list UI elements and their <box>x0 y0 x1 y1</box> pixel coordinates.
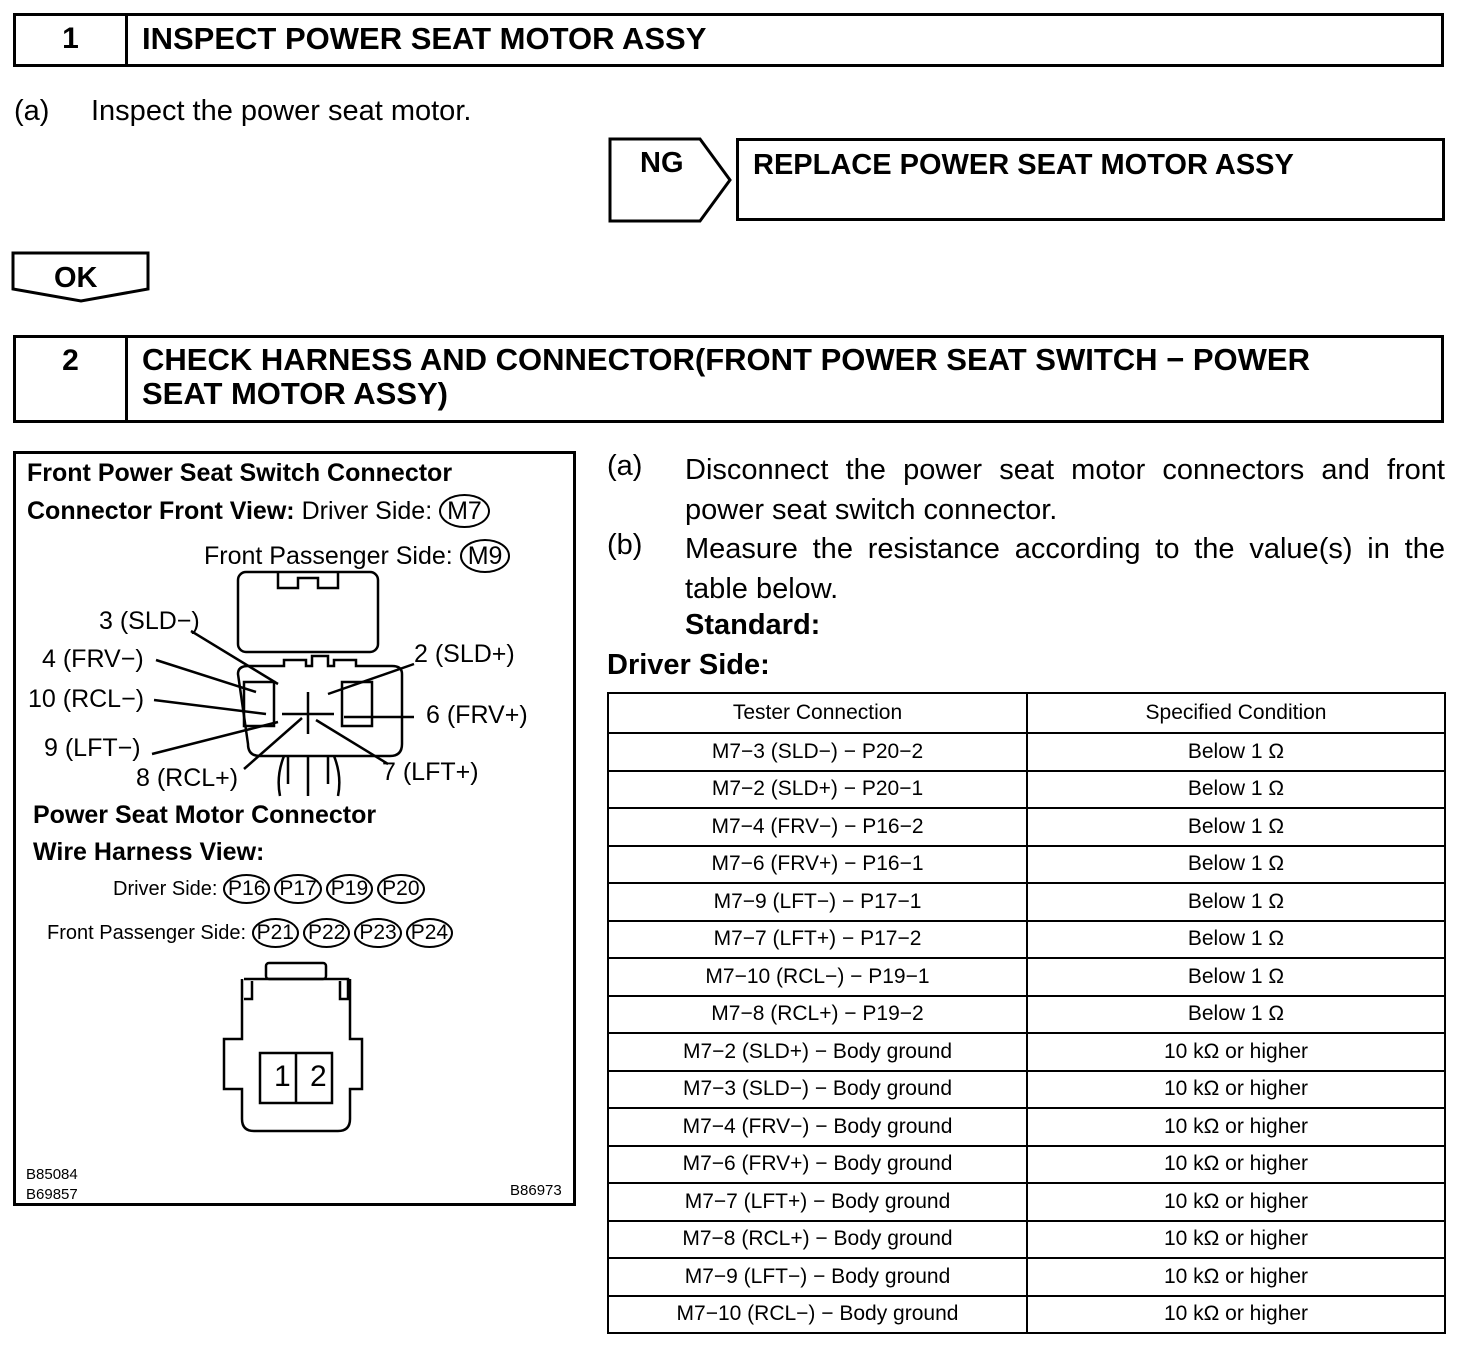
m7-code: M7 <box>439 494 490 528</box>
table-row <box>608 846 1445 884</box>
table-row <box>608 1296 1445 1334</box>
switch-connector-drawing <box>16 564 576 804</box>
ng-result-box <box>736 138 1445 221</box>
p22-code: P22 <box>303 918 350 948</box>
pin-4-label: 4 (FRV−) <box>42 645 144 673</box>
header-specified-condition: Specified Condition <box>1027 693 1445 733</box>
tester-connection-cell: M7−4 (FRV−) − Body ground <box>608 1108 1027 1146</box>
pin-10-label: 10 (RCL−) <box>28 685 145 713</box>
specified-condition-cell: 10 kΩ or higher <box>1027 1108 1445 1146</box>
tester-connection-cell: M7−2 (SLD+) − P20−1 <box>608 771 1027 809</box>
tester-connection-cell: M7−8 (RCL+) − P19−2 <box>608 996 1027 1034</box>
specified-condition-cell: 10 kΩ or higher <box>1027 1296 1445 1334</box>
specified-condition-cell: Below 1 Ω <box>1027 808 1445 846</box>
figure-code-1: B85084 <box>26 1166 78 1183</box>
motor-driver-label: Driver Side: <box>113 878 218 900</box>
table-row <box>608 1221 1445 1259</box>
step-2-b-line2: table below. <box>685 573 839 605</box>
specified-condition-cell: 10 kΩ or higher <box>1027 1146 1445 1184</box>
pin-7-label: 7 (LFT+) <box>382 758 479 786</box>
table-row <box>608 1183 1445 1221</box>
motor-connector-drawing <box>216 959 376 1134</box>
driver-side-heading: Driver Side: <box>607 649 770 681</box>
table-row <box>608 883 1445 921</box>
driver-side-label: Driver Side: <box>301 497 433 525</box>
specified-condition-cell: Below 1 Ω <box>1027 771 1445 809</box>
pin-6-label: 6 (FRV+) <box>426 701 528 729</box>
step-1-sub-a-label: (a) <box>14 95 50 127</box>
step-2-a-label: (a) <box>607 450 643 482</box>
tester-connection-cell: M7−7 (LFT+) − Body ground <box>608 1183 1027 1221</box>
specified-condition-cell: 10 kΩ or higher <box>1027 1183 1445 1221</box>
step-2-a-line2: power seat switch connector. <box>685 494 1058 526</box>
step-2-header <box>13 335 1444 423</box>
pin-2-label: 2 (SLD+) <box>414 640 515 668</box>
p16-code: P16 <box>223 874 270 904</box>
p20-code: P20 <box>377 874 424 904</box>
motor-pin-1: 1 <box>274 1060 291 1093</box>
header-tester-connection: Tester Connection <box>608 693 1027 733</box>
specified-condition-cell: Below 1 Ω <box>1027 996 1445 1034</box>
p24-code: P24 <box>406 918 453 948</box>
ng-label: NG <box>640 147 684 179</box>
standard-label: Standard: <box>685 609 821 641</box>
tester-connection-cell: M7−4 (FRV−) − P16−2 <box>608 808 1027 846</box>
passenger-side-label: Front Passenger Side: <box>204 542 453 570</box>
table-header-row <box>608 693 1445 733</box>
p17-code: P17 <box>274 874 321 904</box>
pin-3-label: 3 (SLD−) <box>99 607 200 635</box>
tester-connection-cell: M7−9 (LFT−) − Body ground <box>608 1258 1027 1296</box>
m9-code: M9 <box>460 539 511 573</box>
step-2-b-label: (b) <box>607 529 643 561</box>
step-2-b-text <box>685 529 1445 609</box>
tester-connection-cell: M7−10 (RCL−) − Body ground <box>608 1296 1027 1334</box>
step-title <box>142 343 1421 411</box>
tester-connection-cell: M7−6 (FRV+) − Body ground <box>608 1146 1027 1184</box>
step-title-line1: CHECK HARNESS AND CONNECTOR(FRONT POWER SEAT SWITCH − POWER <box>142 342 1310 377</box>
table-row <box>608 1258 1445 1296</box>
tester-connection-cell: M7−6 (FRV+) − P16−1 <box>608 846 1027 884</box>
pin-8-label: 8 (RCL+) <box>136 764 239 792</box>
step-title: INSPECT POWER SEAT MOTOR ASSY <box>142 21 707 56</box>
tester-connection-cell: M7−8 (RCL+) − Body ground <box>608 1221 1027 1259</box>
specified-condition-cell: Below 1 Ω <box>1027 846 1445 884</box>
table-row <box>608 958 1445 996</box>
tester-connection-cell: M7−9 (LFT−) − P17−1 <box>608 883 1027 921</box>
tester-connection-cell: M7−3 (SLD−) − Body ground <box>608 1071 1027 1109</box>
table-row <box>608 1033 1445 1071</box>
table-row <box>608 733 1445 771</box>
motor-connector-subtitle: Wire Harness View: <box>33 838 265 866</box>
step-2-b-line1: Measure the resistance according to the value(s) in the <box>685 533 1445 565</box>
figure-subtitle <box>27 494 490 528</box>
table-row <box>608 808 1445 846</box>
specified-condition-cell: Below 1 Ω <box>1027 733 1445 771</box>
tester-connection-cell: M7−3 (SLD−) − P20−2 <box>608 733 1027 771</box>
p19-code: P19 <box>326 874 373 904</box>
step-number: 2 <box>16 338 128 420</box>
pin-9-label: 9 (LFT−) <box>44 734 141 762</box>
specified-condition-cell: Below 1 Ω <box>1027 883 1445 921</box>
specified-condition-cell: Below 1 Ω <box>1027 958 1445 996</box>
step-title-line2: SEAT MOTOR ASSY) <box>142 376 449 411</box>
figure-title: Front Power Seat Switch Connector <box>27 459 453 487</box>
specified-condition-cell: 10 kΩ or higher <box>1027 1071 1445 1109</box>
specified-condition-cell: 10 kΩ or higher <box>1027 1033 1445 1071</box>
front-view-label: Connector Front View: <box>27 497 295 525</box>
motor-passenger-row <box>47 918 457 948</box>
motor-pin-2: 2 <box>310 1060 327 1093</box>
table-row <box>608 996 1445 1034</box>
figure-code-3: B86973 <box>510 1182 562 1199</box>
ng-result-text: REPLACE POWER SEAT MOTOR ASSY <box>753 149 1294 181</box>
table-row <box>608 771 1445 809</box>
step-1-header <box>13 13 1444 67</box>
step-2-a-text <box>685 450 1445 530</box>
tester-connection-cell: M7−7 (LFT+) − P17−2 <box>608 921 1027 959</box>
table-row <box>608 1108 1445 1146</box>
figure-code-2: B69857 <box>26 1186 78 1203</box>
motor-passenger-label: Front Passenger Side: <box>47 922 246 944</box>
specified-condition-cell: 10 kΩ or higher <box>1027 1221 1445 1259</box>
p21-code: P21 <box>252 918 299 948</box>
table-row <box>608 921 1445 959</box>
resistance-table <box>607 692 1446 1334</box>
ok-label: OK <box>54 262 98 294</box>
p23-code: P23 <box>354 918 401 948</box>
motor-driver-row <box>113 874 429 904</box>
step-number: 1 <box>16 16 128 64</box>
table-row <box>608 1146 1445 1184</box>
connector-figure <box>13 451 576 1206</box>
tester-connection-cell: M7−10 (RCL−) − P19−1 <box>608 958 1027 996</box>
specified-condition-cell: 10 kΩ or higher <box>1027 1258 1445 1296</box>
motor-connector-title: Power Seat Motor Connector <box>33 801 377 829</box>
step-2-a-line1: Disconnect the power seat motor connectors and front <box>685 454 1445 486</box>
step-1-sub-a-text: Inspect the power seat motor. <box>91 95 472 127</box>
table-row <box>608 1071 1445 1109</box>
specified-condition-cell: Below 1 Ω <box>1027 921 1445 959</box>
tester-connection-cell: M7−2 (SLD+) − Body ground <box>608 1033 1027 1071</box>
